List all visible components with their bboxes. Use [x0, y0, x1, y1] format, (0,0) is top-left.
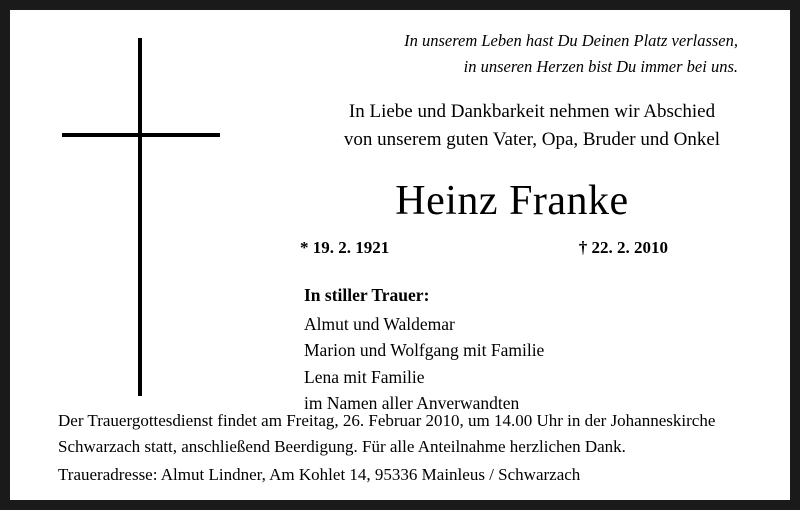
service-line-2: Schwarzach statt, anschließend Beerdigung. Für alle Anteilnahme herzlichen Dank.: [58, 436, 626, 456]
deceased-name: Heinz Franke: [395, 178, 629, 224]
service-details: [58, 408, 758, 459]
mourner-item: Marion und Wolfgang mit Familie: [304, 340, 545, 361]
intro-text: [302, 98, 762, 153]
mourner-item: im Namen aller Anverwandten: [304, 393, 520, 414]
obituary-card: [10, 10, 790, 500]
cross-vertical-bar: [138, 38, 142, 396]
cross-icon: [30, 20, 260, 400]
mourning-address: Traueradresse: Almut Lindner, Am Kohlet 14, 95336 Mainleus / Schwarzach: [58, 465, 581, 484]
life-dates: [292, 238, 692, 258]
verse-line-2: in unseren Herzen bist Du immer bei uns.: [463, 56, 738, 76]
service-line-1: Der Trauergottesdienst findet am Freitag, 26. Februar 2010, um 14.00 Uhr in der Johanneskirche: [58, 411, 716, 430]
death-date: † 22. 2. 2010: [578, 238, 668, 257]
memorial-verse: [308, 28, 738, 79]
mourners-heading: In stiller Trauer:: [304, 285, 430, 305]
mourner-item: Almut und Waldemar: [304, 313, 455, 334]
intro-line-2: von unserem guten Vater, Opa, Bruder und Onkel: [343, 128, 721, 150]
cross-horizontal-bar: [62, 133, 220, 137]
mourners-block: [304, 282, 744, 417]
birth-date: * 19. 2. 1921: [300, 238, 390, 257]
mourner-item: Lena mit Familie: [304, 366, 425, 387]
intro-line-1: In Liebe und Dankbarkeit nehmen wir Abschied: [348, 101, 716, 122]
verse-line-1: In unserem Leben hast Du Deinen Platz verlassen,: [404, 31, 738, 50]
